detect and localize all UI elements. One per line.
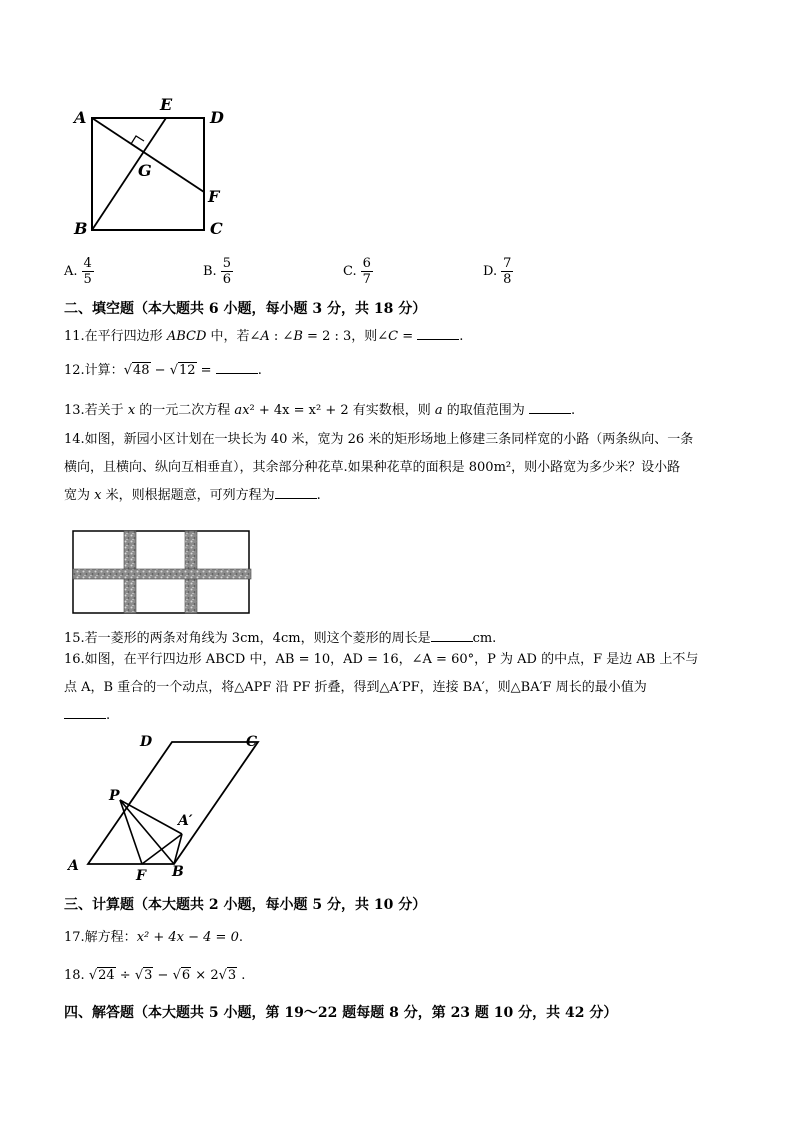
label-c: C: [246, 734, 258, 750]
question-16-line3: .: [64, 702, 734, 730]
label-d: D: [140, 734, 153, 750]
question-15: 15.若一菱形的两条对角线为 3cm，4cm，则这个菱形的周长是 cm.: [64, 628, 734, 647]
road-horizontal: [73, 569, 251, 579]
choice-d-fraction: $\frac{7}{8}$: [503, 256, 512, 287]
choice-b[interactable]: [203, 256, 233, 287]
question-12: 12.计算：√48 − √12 = .: [64, 360, 734, 379]
label-b: B: [74, 219, 88, 238]
choice-a-fraction: $\frac{4}{5}$: [83, 256, 92, 287]
answer-blank-16[interactable]: [64, 705, 106, 719]
sqrt-sign: √: [172, 968, 181, 983]
label-e: E: [160, 95, 173, 114]
section4-heading: 四、解答题（本大题共 5 小题，第 19～22 题每题 8 分，第 23 题 10 分，共 42 分）: [64, 1005, 618, 1021]
question-14: [64, 426, 734, 510]
segment-pb: [120, 800, 174, 864]
label-a: A: [74, 108, 87, 127]
sqrt-sign: √: [218, 968, 227, 983]
label-p: P: [109, 788, 120, 804]
question-16: [64, 646, 734, 730]
label-d: D: [210, 108, 224, 127]
choice-a[interactable]: [64, 256, 94, 287]
sqrt-sign: √: [134, 968, 144, 983]
segment-af: [92, 118, 204, 192]
sqrt-sign: √: [88, 968, 98, 983]
question-14-line2: 横向，且横向、纵向互相垂直），其余部分种花草.如果种花草的面积是 800m²，则小路宽为多少米？设小路: [64, 460, 681, 475]
question-14-line3: 宽为 x 米，则根据题意，可列方程为 .: [64, 482, 734, 510]
label-g: G: [138, 161, 152, 180]
label-a-prime: A′: [178, 813, 193, 829]
choice-b-fraction: $\frac{5}{6}$: [222, 256, 231, 287]
answer-blank-14[interactable]: [275, 485, 317, 499]
sqrt-sign: √: [169, 363, 178, 378]
answer-blank-12[interactable]: [216, 360, 258, 374]
question-14-line1: 14.如图，新园小区计划在一块长为 40 米，宽为 26 米的矩形场地上修建三条同样宽的小路（两条纵向、一条: [64, 432, 694, 447]
choice-c-letter: C.: [343, 264, 357, 279]
choice-a-letter: A.: [64, 264, 78, 279]
question-13: 13.若关于 x 的一元二次方程 ax² + 4x = x² + 2 有实数根，则 a 的取值范围为 .: [64, 400, 734, 419]
choice-c-fraction: $\frac{6}{7}$: [362, 256, 371, 287]
choice-b-letter: B.: [203, 264, 217, 279]
answer-blank-13[interactable]: [529, 400, 571, 414]
section3-heading: 三、计算题（本大题共 2 小题，每小题 5 分，共 10 分）: [64, 897, 427, 913]
answer-blank-15[interactable]: [431, 628, 473, 642]
choice-c[interactable]: [343, 256, 373, 287]
section2-heading: 二、填空题（本大题共 6 小题，每小题 3 分，共 18 分）: [64, 301, 427, 317]
choice-d-letter: D.: [483, 264, 498, 279]
question-16-line1: 16.如图，在平行四边形 ABCD 中，AB = 10，AD = 16，∠A = 60°，P 为 AD 的中点，F 是边 AB 上不与: [64, 652, 699, 667]
question-16-line2: 点 A，B 重合的一个动点，将△APF 沿 PF 折叠，得到△A′PF，连接 BA′，则△BA′F 周长的最小值为: [64, 680, 647, 695]
right-angle-mark: [131, 136, 144, 144]
question-18: 18. √24 ÷ √3 − √6 × 2√3 .: [64, 968, 246, 983]
question-17: 17.解方程：x² + 4x − 4 = 0.: [64, 930, 243, 945]
sqrt-sign: √: [123, 363, 132, 378]
field-figure: [70, 528, 254, 616]
question-11: 11.在平行四边形 ABCD 中，若∠A : ∠B = 2 : 3，则∠C = .: [64, 326, 734, 345]
square-figure: [68, 92, 238, 240]
label-c: C: [210, 219, 223, 238]
label-b: B: [172, 864, 184, 880]
segment-be: [92, 118, 166, 230]
answer-blank-11[interactable]: [417, 326, 459, 340]
label-a: A: [68, 858, 79, 874]
label-f: F: [208, 187, 220, 206]
choice-d[interactable]: [483, 256, 513, 287]
label-f: F: [136, 868, 146, 882]
parallelogram-figure: [62, 730, 272, 882]
